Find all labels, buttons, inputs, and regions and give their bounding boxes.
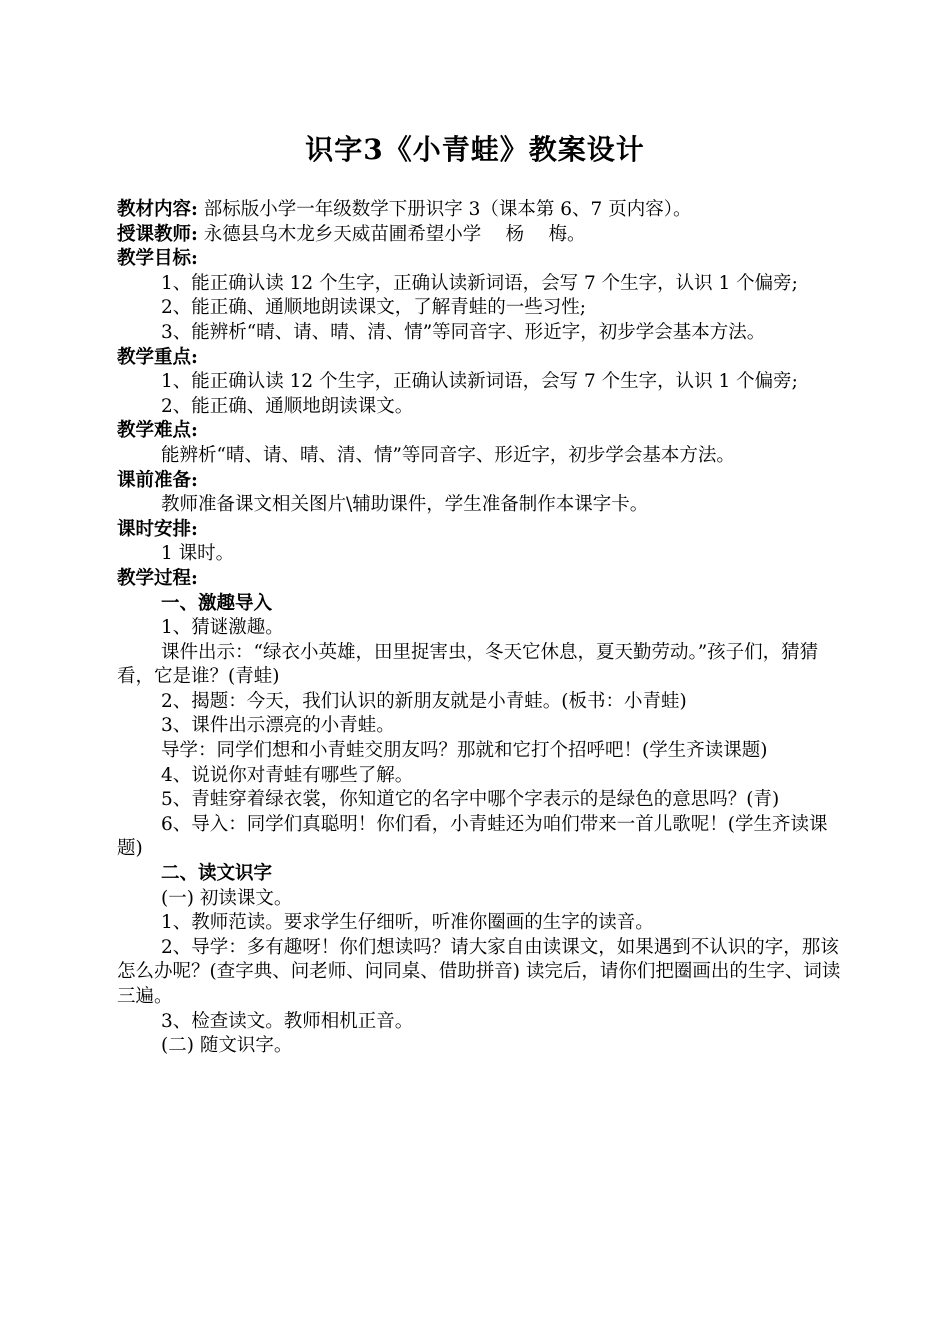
process-line: 课件出示：“绿衣小英雄，田里捉害虫，冬天它休息，夏天勤劳动。”孩子们，猜猜看，它是谁？(青蛙)	[117, 641, 819, 688]
goals-label: 教学目标:	[117, 248, 198, 270]
teacher-line	[117, 223, 847, 248]
material-label: 教材内容:	[117, 199, 198, 220]
material-line	[117, 198, 847, 223]
process-line: 2、揭题：今天，我们认识的新朋友就是小青蛙。(板书：小青蛙)	[161, 690, 687, 712]
process-line: 2、导学：多有趣呀！你们想读吗？请大家自由读课文，如果遇到不认识的字，那该怎么办呢？(查字典、问老师、问同桌、借助拼音) 读完后，请你们把圈画出的生字、词读三遍。	[117, 936, 841, 1007]
key-point-item: 2、能正确、通顺地朗读课文。	[161, 395, 414, 417]
material-value: 部标版小学一年级数学下册识字 3（课本第 6、7 页内容）。	[203, 199, 692, 220]
schedule-text: 1 课时。	[161, 543, 235, 565]
process-line: 5、青蛙穿着绿衣裳，你知道它的名字中哪个字表示的是绿色的意思吗？(青)	[161, 789, 780, 811]
schedule-label: 课时安排:	[117, 518, 198, 540]
process-line: 3、课件出示漂亮的小青蛙。	[161, 715, 395, 737]
process-line: 1、猜谜激趣。	[161, 617, 284, 639]
process-line: 导学：同学们想和小青蛙交朋友吗？那就和它打个招呼吧！(学生齐读课题)	[161, 740, 768, 762]
process-line: 4、说说你对青蛙有哪些了解。	[161, 764, 414, 786]
difficulties-label: 教学难点:	[117, 420, 198, 442]
goal-item: 3、能辨析“晴、请、晴、清、情”等同音字、形近字，初步学会基本方法。	[161, 321, 766, 343]
goal-item: 1、能正确认读 12 个生字，正确认读新词语，会写 7 个生字，认识 1 个偏旁;	[161, 272, 798, 294]
preparation-text: 教师准备课文相关图片\辅助课件，学生准备制作本课字卡。	[161, 494, 649, 516]
process-line: (二) 随文识字。	[161, 1035, 293, 1057]
page-title: 识字3《小青蛙》教案设计	[305, 133, 645, 166]
process-label: 教学过程:	[117, 567, 198, 589]
teacher-label: 授课教师:	[117, 223, 198, 245]
process-line: 1、教师范读。要求学生仔细听，听准你圈画的生字的读音。	[161, 912, 654, 934]
difficulties-text: 能辨析“晴、请、晴、清、情”等同音字、形近字，初步学会基本方法。	[161, 444, 735, 466]
key-points-label: 教学重点:	[117, 346, 198, 368]
section-heading: 二、读文识字	[161, 863, 273, 885]
goal-item: 2、能正确、通顺地朗读课文，了解青蛙的一些习性;	[161, 297, 587, 319]
key-point-item: 1、能正确认读 12 个生字，正确认读新词语，会写 7 个生字，认识 1 个偏旁;	[161, 371, 798, 393]
process-line: 6、导入：同学们真聪明！你们看，小青蛙还为咱们带来一首儿歌呢！(学生齐读课题)	[117, 813, 828, 860]
teacher-value: 永德县乌木龙乡天威苗圃希望小学 杨 梅。	[203, 223, 586, 245]
process-line: (一) 初读课文。	[161, 887, 293, 909]
document-body	[117, 198, 847, 1059]
preparation-label: 课前准备:	[117, 469, 198, 491]
process-line: 3、检查读文。教师相机正音。	[161, 1010, 414, 1032]
section-heading: 一、激趣导入	[161, 592, 273, 614]
